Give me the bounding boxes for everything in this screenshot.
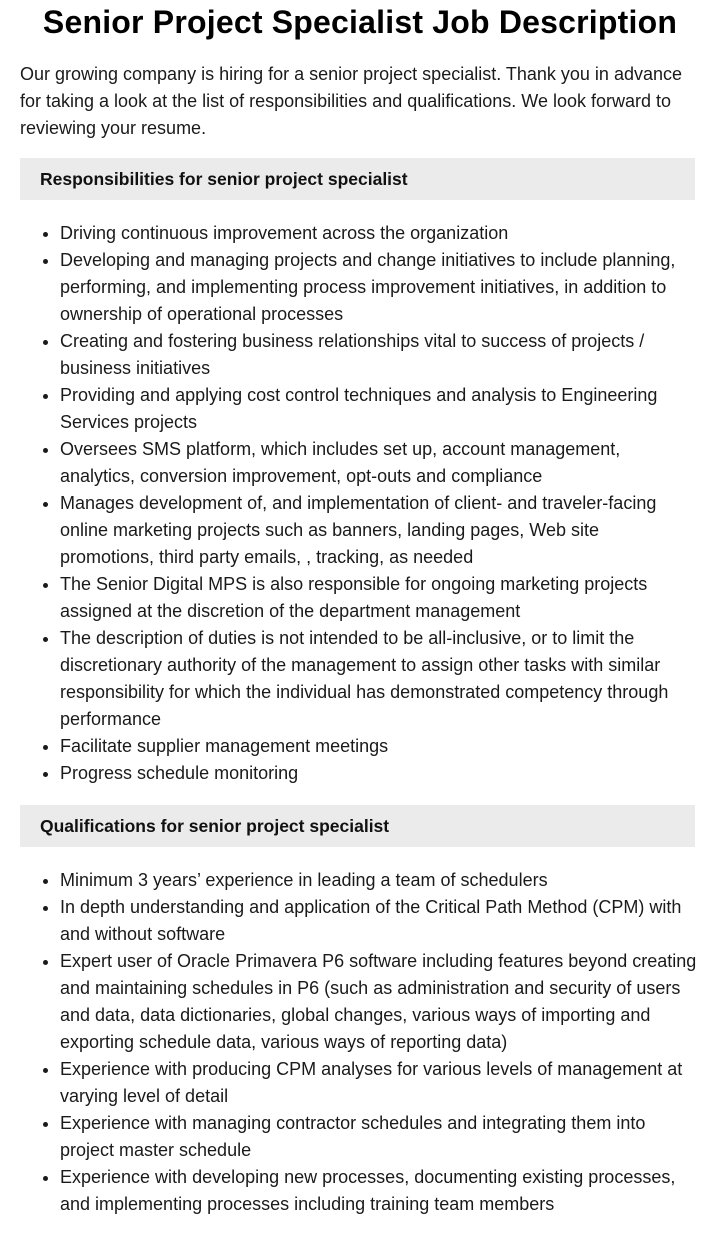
list-item: • In depth understanding and application of the Critical Path Method (CPM) with and without software (60, 894, 698, 948)
qualifications-list (20, 867, 698, 1218)
page-title: Senior Project Specialist Job Description (42, 4, 678, 40)
list-item: • Creating and fostering business relationships vital to success of projects / business initiatives (60, 328, 698, 382)
list-item: • The Senior Digital MPS is also responsible for ongoing marketing projects assigned at the discretion of the department management (60, 571, 698, 625)
list-item: • Progress schedule monitoring (60, 760, 698, 787)
qualifications-heading: Qualifications for senior project specialist (20, 805, 695, 847)
responsibilities-list (20, 220, 698, 787)
list-item: • Developing and managing projects and change initiatives to include planning, performing, and implementing process improvement initiatives, in addition to ownership of operational processes (60, 247, 698, 328)
intro-paragraph: Our growing company is hiring for a senior project specialist. Thank you in advance for taking a look at the list of responsibilities and qualifications. We look forward to reviewing your resume. (20, 64, 683, 138)
list-item: • The description of duties is not intended to be all-inclusive, or to limit the discretionary authority of the management to assign other tasks with similar responsibility for which the individual has demonstrated competency through performance (60, 625, 698, 733)
responsibilities-heading: Responsibilities for senior project specialist (20, 158, 695, 200)
list-item: • Driving continuous improvement across the organization (60, 220, 698, 247)
list-item: • Facilitate supplier management meetings (60, 733, 698, 760)
list-item: • Minimum 3 years’ experience in leading a team of schedulers (60, 867, 698, 894)
list-item: • Providing and applying cost control techniques and analysis to Engineering Services projects (60, 382, 698, 436)
list-item: • Experience with producing CPM analyses for various levels of management at varying level of detail (60, 1056, 698, 1110)
list-item: • Oversees SMS platform, which includes set up, account management, analytics, conversion improvement, opt-outs and compliance (60, 436, 698, 490)
list-item: • Experience with developing new processes, documenting existing processes, and implementing processes including training team members (60, 1164, 698, 1218)
list-item: • Experience with managing contractor schedules and integrating them into project master schedule (60, 1110, 698, 1164)
list-item: • Expert user of Oracle Primavera P6 software including features beyond creating and maintaining schedules in P6 (such as administration and security of users and data, data dictionaries, global changes, various ways of importing and exporting schedule data, various ways of reporting data) (60, 948, 698, 1056)
list-item: • Manages development of, and implementation of client- and traveler-facing online marketing projects such as banners, landing pages, Web site promotions, third party emails, , tracking, as needed (60, 490, 698, 571)
